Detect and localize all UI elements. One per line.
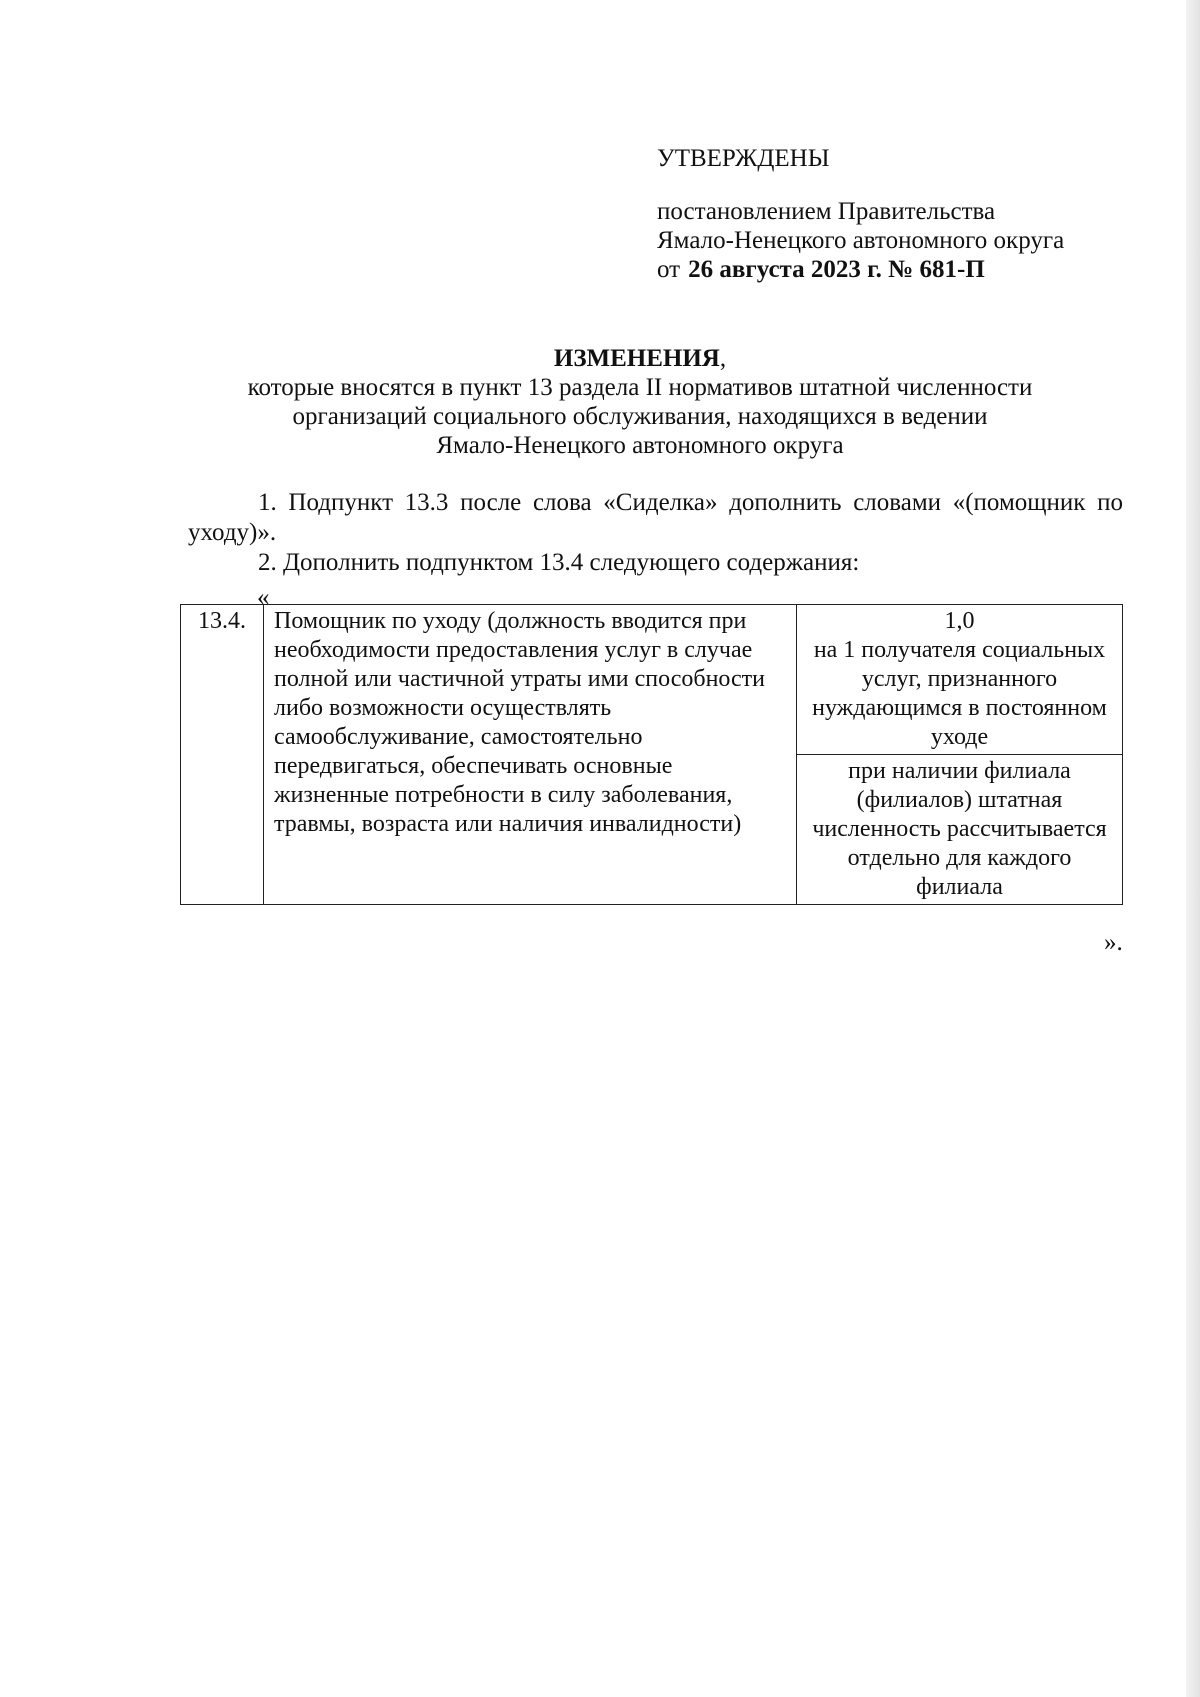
heading-title-comma: , [719, 345, 727, 372]
approval-date-line [657, 255, 1117, 284]
close-quote: ». [1104, 929, 1123, 956]
heading-subtitle-line-1: которые вносятся в пункт 13 раздела II нормативов штатной численности [247, 374, 1033, 401]
open-quote: « [257, 584, 270, 611]
staffing-norm [797, 605, 1123, 755]
position-description: Помощник по уходу (должность вводится при необходимости предоставления услуг в случае полной или частичной утраты ими способности либо возможности осуществлять самообслуживание, самостоятельно передвигаться, обеспечивать основные жизненные потребности в силу заболевания, травмы, возраста или наличия инвалидности) [264, 605, 797, 905]
item-number: 13.4. [181, 605, 264, 905]
approval-date-prefix: от [657, 256, 681, 283]
norm-value: 1,0 [944, 608, 975, 634]
heading-subtitle-line-3: Ямало-Ненецкого автономного округа [436, 432, 844, 459]
body-paragraph-1: 1. Подпункт 13.3 после слова «Сиделка» дополнить словами «(помощник по уходу)». [188, 489, 1123, 546]
table-row [181, 605, 1123, 755]
body-text [188, 488, 1123, 578]
branch-note: при наличии филиала (филиалов) штатная численность рассчитывается отдельно для каждого филиала [797, 755, 1123, 905]
approval-stamp: УТВЕРЖДЕНЫ [657, 145, 830, 172]
heading-subtitle-line-2: организаций социального обслуживания, находящихся в ведении [292, 403, 988, 430]
page-edge-shadow [1186, 0, 1200, 1697]
approval-block [657, 144, 1117, 284]
approval-date-value: 26 августа 2023 г. № 681-П [688, 256, 985, 283]
norm-text: на 1 получателя социальных услуг, признанного нуждающимся в постоянном уходе [812, 637, 1107, 750]
heading-title-line [180, 344, 1100, 373]
document-heading [180, 344, 1100, 460]
amendment-table [180, 604, 1123, 905]
approval-line-1: постановлением Правительства [657, 198, 996, 225]
approval-line-2: Ямало-Ненецкого автономного округа [657, 227, 1065, 254]
body-paragraph-2: 2. Дополнить подпунктом 13.4 следующего содержания: [258, 549, 860, 576]
heading-title: ИЗМЕНЕНИЯ [553, 345, 720, 372]
